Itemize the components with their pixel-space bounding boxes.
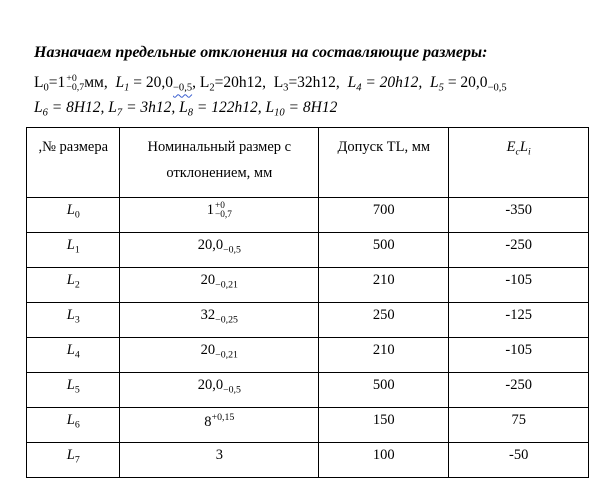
table-row [27,338,589,373]
l1-definition: $L_1 = 20,0_{-0,5}$, [115,74,196,94]
dimensions-line-2 [34,99,337,119]
l3-definition: $L_3=32h12$, [273,74,340,94]
header-nominal: Номинальный размер с отклонением, мм [120,128,319,198]
cell-tolerance: 700 [319,198,449,233]
cell-nominal: $32_{-0,25}$ [120,303,319,338]
cell-nominal: 1 +0 −0,7 [120,198,319,233]
cell-dimension-name: $L_5$ [27,373,120,408]
cell-tolerance: 210 [319,338,449,373]
cell-ec: -125 [449,303,589,338]
cell-dimension-name: $L_7$ [27,443,120,478]
table-row [27,443,589,478]
l5-definition: $L_5 = 20,0_{-0,5}$ [430,74,507,94]
cell-tolerance: 210 [319,268,449,303]
cell-nominal: $20,0_{-0,5}$ [120,233,319,268]
cell-nominal: 3 [120,443,319,478]
cell-ec: -50 [449,443,589,478]
cell-ec: -350 [449,198,589,233]
section-heading: Назначаем предельные отклонения на составляющие размеры: [34,44,488,61]
cell-tolerance: 500 [319,233,449,268]
cell-dimension-name: $L_2$ [27,268,120,303]
dimensions-line-1 [34,74,507,94]
header-tolerance: Допуск TL, мм [319,128,449,198]
table-row [27,303,589,338]
header-ec-li: $E_cL_i$ [449,128,589,198]
cell-dimension-name: $L_4$ [27,338,120,373]
cell-ec: 75 [449,408,589,443]
l10-definition: $L_{10} = 8H12$ [265,99,338,119]
tolerance-table [26,127,589,478]
l8-definition: $L_8 = 122h12$, [179,99,262,119]
cell-ec: -105 [449,268,589,303]
cell-tolerance: 100 [319,443,449,478]
cell-nominal: $20_{-0,21}$ [120,268,319,303]
header-number: ,№ размера [27,128,120,198]
cell-nominal: $8^{+0,15}$ [120,408,319,443]
cell-nominal: $20,0_{-0,5}$ [120,373,319,408]
cell-tolerance: 500 [319,373,449,408]
table-header-row [27,128,589,198]
cell-nominal: $20_{-0,21}$ [120,338,319,373]
cell-tolerance: 150 [319,408,449,443]
l6-definition: $L_6 = 8H12$, [34,99,105,119]
cell-dimension-name: $L_3$ [27,303,120,338]
cell-ec: -250 [449,373,589,408]
cell-tolerance: 250 [319,303,449,338]
table-row [27,233,589,268]
table-row [27,268,589,303]
cell-ec: -250 [449,233,589,268]
l7-definition: $L_7 = 3h12$, [108,99,176,119]
l4-definition: $L_4 = 20h12$, [347,74,423,94]
table-row [27,408,589,443]
l2-definition: $L_2=20h12$, [199,74,266,94]
table-row [27,198,589,233]
cell-ec: -105 [449,338,589,373]
cell-dimension-name: $L_1$ [27,233,120,268]
table-row [27,373,589,408]
cell-dimension-name: $L_0$ [27,198,120,233]
cell-dimension-name: $L_6$ [27,408,120,443]
l0-definition: $L_0=1$ +0 −0,7 мм, [34,73,108,94]
